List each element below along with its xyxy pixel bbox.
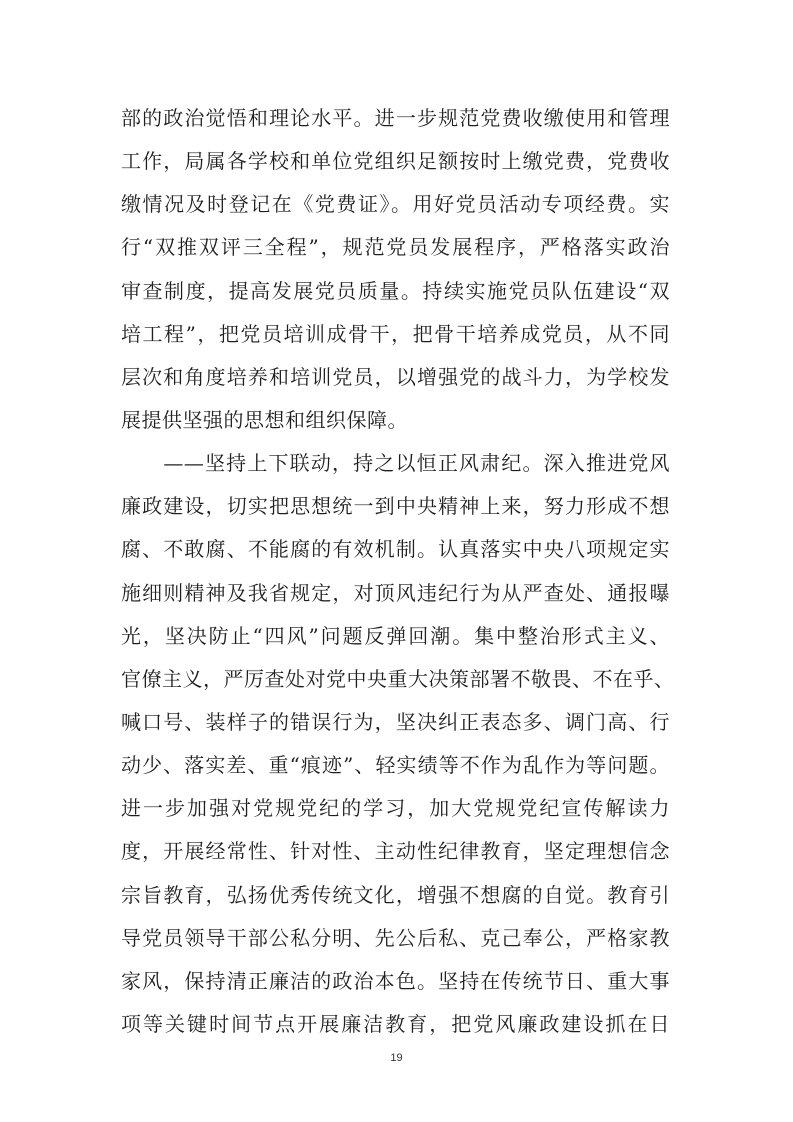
text-line: 廉政建设，切实把思想统一到中央精神上来，努力形成不想 — [121, 494, 670, 518]
text-line: 部的政治觉悟和理论水平。进一步规范党费收缴使用和管理 — [121, 106, 670, 130]
text-line: 度，开展经常性、针对性、主动性纪律教育，坚定理想信念 — [121, 839, 670, 863]
text-line: 动少、落实差、重“痕迹”、轻实绩等不作为乱作为等问题。 — [121, 753, 670, 777]
text-line: ——坚持上下联动，持之以恒正风肃纪。深入推进党风 — [121, 451, 670, 475]
text-line: 施细则精神及我省规定，对顶风违纪行为从严查处、通报曝 — [121, 581, 670, 605]
text-line: 培工程”，把党员培训成骨干，把骨干培养成党员，从不同 — [121, 322, 670, 346]
text-line: 层次和角度培养和培训党员，以增强党的战斗力，为学校发 — [121, 365, 670, 389]
text-line: 光，坚决防止“四风”问题反弹回潮。集中整治形式主义、 — [121, 624, 670, 648]
text-line: 官僚主义，严厉查处对党中央重大决策部署不敬畏、不在乎、 — [121, 667, 675, 691]
text-line: 展提供坚强的思想和组织保障。 — [121, 408, 408, 432]
text-line: 家风，保持清正廉洁的政治本色。坚持在传统节日、重大事 — [121, 969, 670, 993]
text-line: 导党员领导干部公私分明、先公后私、克己奉公，严格家教 — [121, 926, 670, 950]
text-line: 喊口号、装样子的错误行为，坚决纠正表态多、调门高、行 — [121, 710, 670, 734]
text-line: 腐、不敢腐、不能腐的有效机制。认真落实中央八项规定实 — [121, 537, 670, 561]
text-line: 项等关键时间节点开展廉洁教育，把党风廉政建设抓在日 — [121, 1012, 670, 1036]
text-line: 行“双推双评三全程”，规范党员发展程序，严格落实政治 — [121, 235, 670, 259]
text-line: 工作，局属各学校和单位党组织足额按时上缴党费，党费收 — [121, 149, 670, 173]
text-line: 审查制度，提高发展党员质量。持续实施党员队伍建设“双 — [121, 279, 670, 303]
text-line: 缴情况及时登记在《党费证》。用好党员活动专项经费。实 — [121, 192, 670, 216]
text-line: 宗旨教育，弘扬优秀传统文化，增强不想腐的自觉。教育引 — [121, 883, 670, 907]
text-line: 进一步加强对党规党纪的学习，加大党规党纪宣传解读力 — [121, 796, 670, 820]
page-number: 19 — [390, 1052, 403, 1064]
